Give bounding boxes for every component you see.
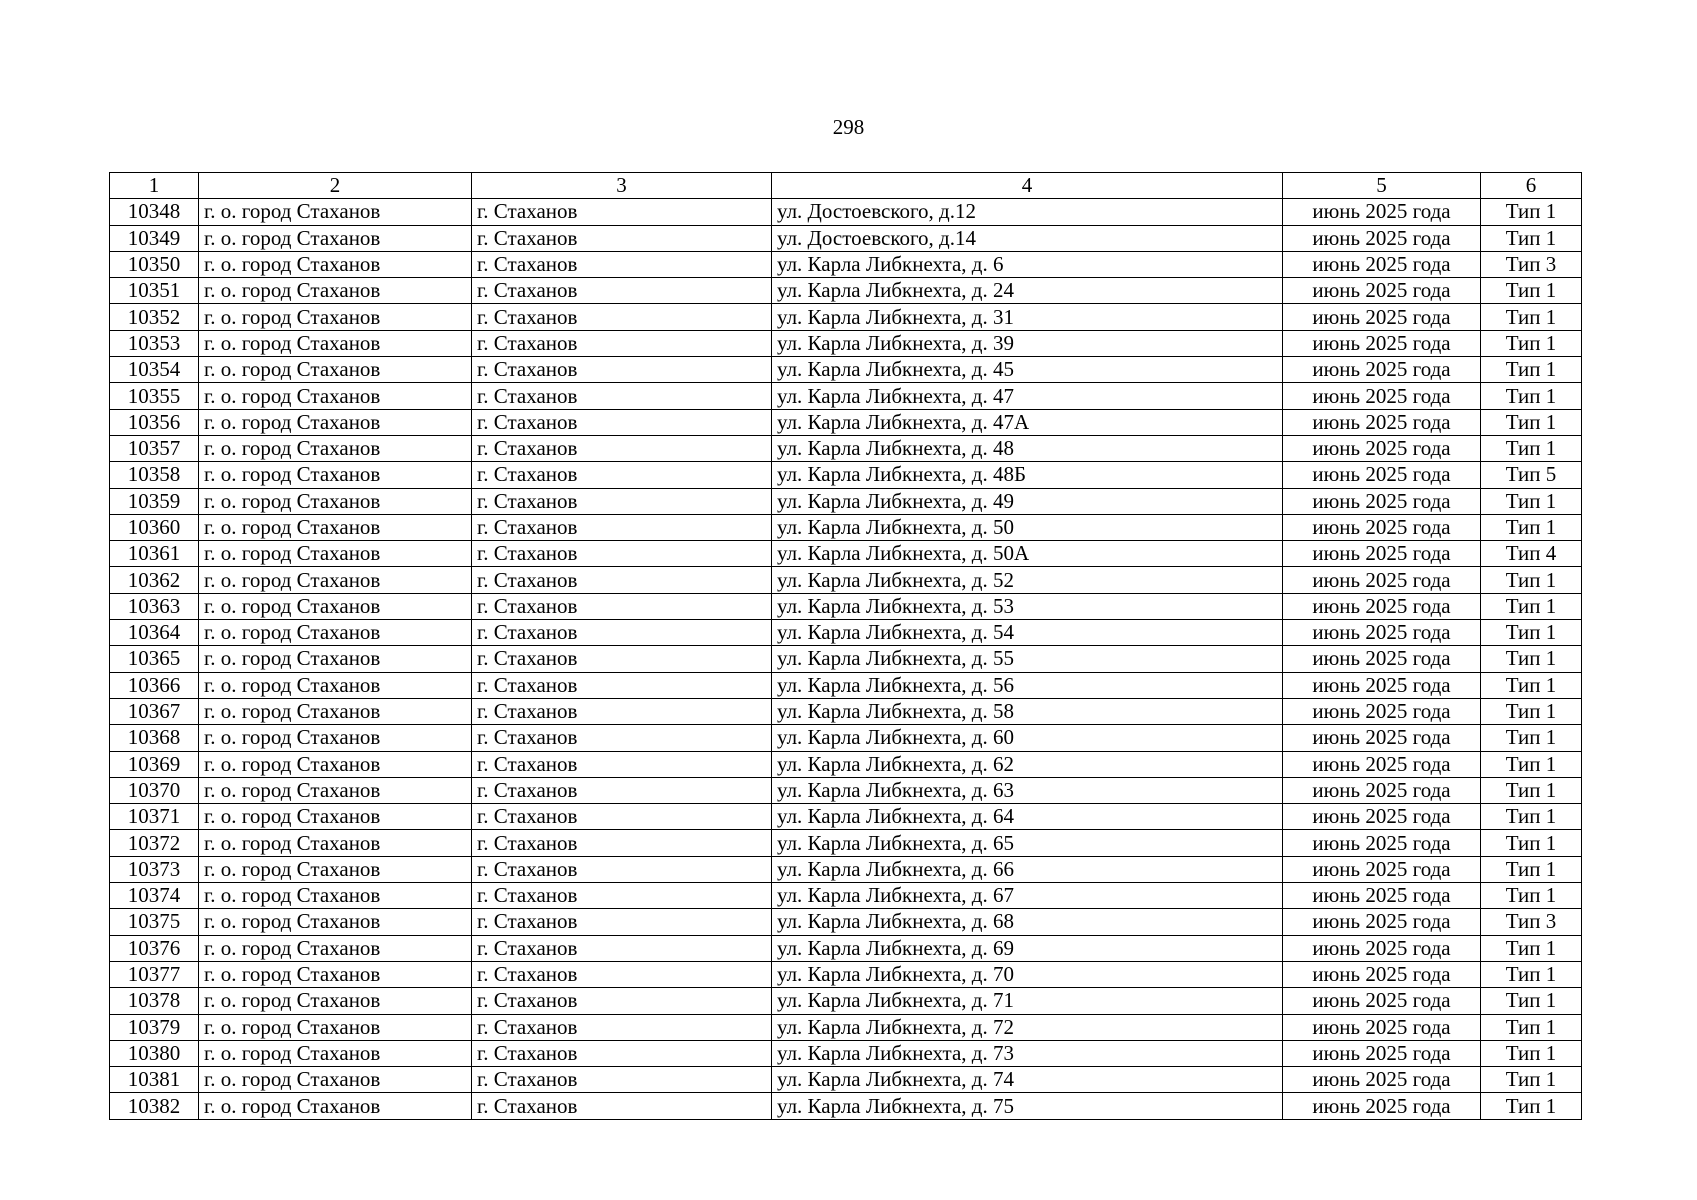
record-number-cell: 10352 bbox=[110, 304, 199, 330]
type-cell: Тип 1 bbox=[1481, 698, 1582, 724]
table-row bbox=[110, 1014, 1582, 1040]
type-cell: Тип 1 bbox=[1481, 1067, 1582, 1093]
date-cell: июнь 2025 года bbox=[1283, 383, 1481, 409]
settlement-cell: г. Стаханов bbox=[472, 961, 772, 987]
municipality-cell: г. о. город Стаханов bbox=[199, 593, 472, 619]
municipality-cell: г. о. город Стаханов bbox=[199, 777, 472, 803]
municipality-cell: г. о. город Стаханов bbox=[199, 725, 472, 751]
date-cell: июнь 2025 года bbox=[1283, 409, 1481, 435]
address-cell: ул. Карла Либкнехта, д. 47 bbox=[772, 383, 1283, 409]
table-row bbox=[110, 225, 1582, 251]
date-cell: июнь 2025 года bbox=[1283, 935, 1481, 961]
address-cell: ул. Карла Либкнехта, д. 64 bbox=[772, 804, 1283, 830]
table-row bbox=[110, 856, 1582, 882]
type-cell: Тип 1 bbox=[1481, 856, 1582, 882]
type-cell: Тип 1 bbox=[1481, 830, 1582, 856]
type-cell: Тип 1 bbox=[1481, 514, 1582, 540]
column-header: 5 bbox=[1283, 173, 1481, 199]
settlement-cell: г. Стаханов bbox=[472, 698, 772, 724]
address-cell: ул. Достоевского, д.12 bbox=[772, 199, 1283, 225]
table-header bbox=[110, 173, 1582, 199]
municipality-cell: г. о. город Стаханов bbox=[199, 909, 472, 935]
date-cell: июнь 2025 года bbox=[1283, 725, 1481, 751]
date-cell: июнь 2025 года bbox=[1283, 357, 1481, 383]
date-cell: июнь 2025 года bbox=[1283, 751, 1481, 777]
settlement-cell: г. Стаханов bbox=[472, 409, 772, 435]
type-cell: Тип 1 bbox=[1481, 777, 1582, 803]
table-row bbox=[110, 488, 1582, 514]
address-cell: ул. Карла Либкнехта, д. 56 bbox=[772, 672, 1283, 698]
municipality-cell: г. о. город Стаханов bbox=[199, 646, 472, 672]
record-number-cell: 10373 bbox=[110, 856, 199, 882]
type-cell: Тип 5 bbox=[1481, 462, 1582, 488]
municipality-cell: г. о. город Стаханов bbox=[199, 883, 472, 909]
record-number-cell: 10358 bbox=[110, 462, 199, 488]
record-number-cell: 10362 bbox=[110, 567, 199, 593]
address-cell: ул. Карла Либкнехта, д. 48Б bbox=[772, 462, 1283, 488]
settlement-cell: г. Стаханов bbox=[472, 567, 772, 593]
type-cell: Тип 1 bbox=[1481, 383, 1582, 409]
date-cell: июнь 2025 года bbox=[1283, 1040, 1481, 1066]
settlement-cell: г. Стаханов bbox=[472, 909, 772, 935]
settlement-cell: г. Стаханов bbox=[472, 593, 772, 619]
table-row bbox=[110, 961, 1582, 987]
date-cell: июнь 2025 года bbox=[1283, 1093, 1481, 1119]
type-cell: Тип 3 bbox=[1481, 251, 1582, 277]
table-row bbox=[110, 620, 1582, 646]
address-cell: ул. Карла Либкнехта, д. 62 bbox=[772, 751, 1283, 777]
record-number-cell: 10364 bbox=[110, 620, 199, 646]
address-cell: ул. Карла Либкнехта, д. 52 bbox=[772, 567, 1283, 593]
record-number-cell: 10349 bbox=[110, 225, 199, 251]
municipality-cell: г. о. город Стаханов bbox=[199, 357, 472, 383]
table-row bbox=[110, 777, 1582, 803]
record-number-cell: 10374 bbox=[110, 883, 199, 909]
address-cell: ул. Карла Либкнехта, д. 63 bbox=[772, 777, 1283, 803]
table-row bbox=[110, 251, 1582, 277]
type-cell: Тип 3 bbox=[1481, 909, 1582, 935]
address-cell: ул. Карла Либкнехта, д. 67 bbox=[772, 883, 1283, 909]
table-row bbox=[110, 1040, 1582, 1066]
record-number-cell: 10360 bbox=[110, 514, 199, 540]
address-cell: ул. Карла Либкнехта, д. 31 bbox=[772, 304, 1283, 330]
settlement-cell: г. Стаханов bbox=[472, 514, 772, 540]
record-number-cell: 10357 bbox=[110, 435, 199, 461]
type-cell: Тип 1 bbox=[1481, 593, 1582, 619]
address-cell: ул. Карла Либкнехта, д. 75 bbox=[772, 1093, 1283, 1119]
table-body bbox=[110, 199, 1582, 1119]
settlement-cell: г. Стаханов bbox=[472, 988, 772, 1014]
table-row bbox=[110, 567, 1582, 593]
address-cell: ул. Карла Либкнехта, д. 39 bbox=[772, 330, 1283, 356]
municipality-cell: г. о. город Стаханов bbox=[199, 1014, 472, 1040]
address-cell: ул. Карла Либкнехта, д. 47А bbox=[772, 409, 1283, 435]
address-cell: ул. Карла Либкнехта, д. 72 bbox=[772, 1014, 1283, 1040]
type-cell: Тип 1 bbox=[1481, 330, 1582, 356]
table-row bbox=[110, 646, 1582, 672]
type-cell: Тип 1 bbox=[1481, 409, 1582, 435]
type-cell: Тип 1 bbox=[1481, 1014, 1582, 1040]
record-number-cell: 10353 bbox=[110, 330, 199, 356]
column-header: 4 bbox=[772, 173, 1283, 199]
address-cell: ул. Карла Либкнехта, д. 65 bbox=[772, 830, 1283, 856]
address-cell: ул. Карла Либкнехта, д. 74 bbox=[772, 1067, 1283, 1093]
table-row bbox=[110, 278, 1582, 304]
table-row bbox=[110, 988, 1582, 1014]
record-number-cell: 10359 bbox=[110, 488, 199, 514]
address-cell: ул. Карла Либкнехта, д. 66 bbox=[772, 856, 1283, 882]
record-number-cell: 10372 bbox=[110, 830, 199, 856]
address-cell: ул. Карла Либкнехта, д. 68 bbox=[772, 909, 1283, 935]
record-number-cell: 10365 bbox=[110, 646, 199, 672]
type-cell: Тип 1 bbox=[1481, 357, 1582, 383]
type-cell: Тип 1 bbox=[1481, 304, 1582, 330]
settlement-cell: г. Стаханов bbox=[472, 383, 772, 409]
record-number-cell: 10376 bbox=[110, 935, 199, 961]
record-number-cell: 10348 bbox=[110, 199, 199, 225]
table-row bbox=[110, 199, 1582, 225]
address-cell: ул. Карла Либкнехта, д. 58 bbox=[772, 698, 1283, 724]
municipality-cell: г. о. город Стаханов bbox=[199, 935, 472, 961]
record-number-cell: 10355 bbox=[110, 383, 199, 409]
municipality-cell: г. о. город Стаханов bbox=[199, 199, 472, 225]
municipality-cell: г. о. город Стаханов bbox=[199, 304, 472, 330]
type-cell: Тип 1 bbox=[1481, 883, 1582, 909]
registry-table bbox=[109, 172, 1582, 1120]
record-number-cell: 10370 bbox=[110, 777, 199, 803]
settlement-cell: г. Стаханов bbox=[472, 357, 772, 383]
type-cell: Тип 1 bbox=[1481, 278, 1582, 304]
date-cell: июнь 2025 года bbox=[1283, 488, 1481, 514]
settlement-cell: г. Стаханов bbox=[472, 251, 772, 277]
record-number-cell: 10377 bbox=[110, 961, 199, 987]
record-number-cell: 10382 bbox=[110, 1093, 199, 1119]
table-row bbox=[110, 725, 1582, 751]
address-cell: ул. Карла Либкнехта, д. 53 bbox=[772, 593, 1283, 619]
municipality-cell: г. о. город Стаханов bbox=[199, 409, 472, 435]
table-row bbox=[110, 1067, 1582, 1093]
municipality-cell: г. о. город Стаханов bbox=[199, 225, 472, 251]
address-cell: ул. Карла Либкнехта, д. 49 bbox=[772, 488, 1283, 514]
date-cell: июнь 2025 года bbox=[1283, 541, 1481, 567]
table-row bbox=[110, 1093, 1582, 1119]
settlement-cell: г. Стаханов bbox=[472, 278, 772, 304]
settlement-cell: г. Стаханов bbox=[472, 304, 772, 330]
date-cell: июнь 2025 года bbox=[1283, 804, 1481, 830]
table-row bbox=[110, 357, 1582, 383]
date-cell: июнь 2025 года bbox=[1283, 883, 1481, 909]
settlement-cell: г. Стаханов bbox=[472, 883, 772, 909]
address-cell: ул. Карла Либкнехта, д. 50 bbox=[772, 514, 1283, 540]
settlement-cell: г. Стаханов bbox=[472, 462, 772, 488]
municipality-cell: г. о. город Стаханов bbox=[199, 514, 472, 540]
record-number-cell: 10378 bbox=[110, 988, 199, 1014]
address-cell: ул. Карла Либкнехта, д. 24 bbox=[772, 278, 1283, 304]
table-row bbox=[110, 672, 1582, 698]
settlement-cell: г. Стаханов bbox=[472, 1067, 772, 1093]
type-cell: Тип 1 bbox=[1481, 567, 1582, 593]
address-cell: ул. Карла Либкнехта, д. 71 bbox=[772, 988, 1283, 1014]
date-cell: июнь 2025 года bbox=[1283, 462, 1481, 488]
table-row bbox=[110, 383, 1582, 409]
settlement-cell: г. Стаханов bbox=[472, 330, 772, 356]
settlement-cell: г. Стаханов bbox=[472, 856, 772, 882]
municipality-cell: г. о. город Стаханов bbox=[199, 804, 472, 830]
municipality-cell: г. о. город Стаханов bbox=[199, 672, 472, 698]
record-number-cell: 10354 bbox=[110, 357, 199, 383]
record-number-cell: 10366 bbox=[110, 672, 199, 698]
municipality-cell: г. о. город Стаханов bbox=[199, 856, 472, 882]
municipality-cell: г. о. город Стаханов bbox=[199, 541, 472, 567]
table-row bbox=[110, 698, 1582, 724]
date-cell: июнь 2025 года bbox=[1283, 988, 1481, 1014]
address-cell: ул. Карла Либкнехта, д. 48 bbox=[772, 435, 1283, 461]
settlement-cell: г. Стаханов bbox=[472, 1014, 772, 1040]
date-cell: июнь 2025 года bbox=[1283, 199, 1481, 225]
date-cell: июнь 2025 года bbox=[1283, 698, 1481, 724]
date-cell: июнь 2025 года bbox=[1283, 961, 1481, 987]
municipality-cell: г. о. город Стаханов bbox=[199, 488, 472, 514]
address-cell: ул. Карла Либкнехта, д. 54 bbox=[772, 620, 1283, 646]
date-cell: июнь 2025 года bbox=[1283, 330, 1481, 356]
municipality-cell: г. о. город Стаханов bbox=[199, 251, 472, 277]
record-number-cell: 10368 bbox=[110, 725, 199, 751]
type-cell: Тип 1 bbox=[1481, 1040, 1582, 1066]
type-cell: Тип 1 bbox=[1481, 620, 1582, 646]
date-cell: июнь 2025 года bbox=[1283, 620, 1481, 646]
table-row bbox=[110, 304, 1582, 330]
type-cell: Тип 1 bbox=[1481, 646, 1582, 672]
address-cell: ул. Карла Либкнехта, д. 69 bbox=[772, 935, 1283, 961]
table-row bbox=[110, 935, 1582, 961]
table-row bbox=[110, 409, 1582, 435]
date-cell: июнь 2025 года bbox=[1283, 593, 1481, 619]
table-row bbox=[110, 804, 1582, 830]
record-number-cell: 10367 bbox=[110, 698, 199, 724]
municipality-cell: г. о. город Стаханов bbox=[199, 567, 472, 593]
settlement-cell: г. Стаханов bbox=[472, 225, 772, 251]
municipality-cell: г. о. город Стаханов bbox=[199, 620, 472, 646]
date-cell: июнь 2025 года bbox=[1283, 909, 1481, 935]
record-number-cell: 10361 bbox=[110, 541, 199, 567]
municipality-cell: г. о. город Стаханов bbox=[199, 383, 472, 409]
address-cell: ул. Карла Либкнехта, д. 45 bbox=[772, 357, 1283, 383]
type-cell: Тип 1 bbox=[1481, 225, 1582, 251]
date-cell: июнь 2025 года bbox=[1283, 304, 1481, 330]
settlement-cell: г. Стаханов bbox=[472, 751, 772, 777]
record-number-cell: 10363 bbox=[110, 593, 199, 619]
record-number-cell: 10375 bbox=[110, 909, 199, 935]
municipality-cell: г. о. город Стаханов bbox=[199, 961, 472, 987]
type-cell: Тип 1 bbox=[1481, 725, 1582, 751]
date-cell: июнь 2025 года bbox=[1283, 856, 1481, 882]
settlement-cell: г. Стаханов bbox=[472, 830, 772, 856]
record-number-cell: 10351 bbox=[110, 278, 199, 304]
municipality-cell: г. о. город Стаханов bbox=[199, 830, 472, 856]
type-cell: Тип 4 bbox=[1481, 541, 1582, 567]
municipality-cell: г. о. город Стаханов bbox=[199, 462, 472, 488]
date-cell: июнь 2025 года bbox=[1283, 251, 1481, 277]
municipality-cell: г. о. город Стаханов bbox=[199, 278, 472, 304]
table-row bbox=[110, 751, 1582, 777]
settlement-cell: г. Стаханов bbox=[472, 725, 772, 751]
settlement-cell: г. Стаханов bbox=[472, 435, 772, 461]
date-cell: июнь 2025 года bbox=[1283, 567, 1481, 593]
table-row bbox=[110, 330, 1582, 356]
table-row bbox=[110, 909, 1582, 935]
column-header: 2 bbox=[199, 173, 472, 199]
table-row bbox=[110, 883, 1582, 909]
municipality-cell: г. о. город Стаханов bbox=[199, 1067, 472, 1093]
municipality-cell: г. о. город Стаханов bbox=[199, 988, 472, 1014]
address-cell: ул. Достоевского, д.14 bbox=[772, 225, 1283, 251]
date-cell: июнь 2025 года bbox=[1283, 1067, 1481, 1093]
table-row bbox=[110, 514, 1582, 540]
settlement-cell: г. Стаханов bbox=[472, 1093, 772, 1119]
table-row bbox=[110, 830, 1582, 856]
settlement-cell: г. Стаханов bbox=[472, 646, 772, 672]
settlement-cell: г. Стаханов bbox=[472, 935, 772, 961]
municipality-cell: г. о. город Стаханов bbox=[199, 1040, 472, 1066]
table-row bbox=[110, 435, 1582, 461]
table-row bbox=[110, 541, 1582, 567]
type-cell: Тип 1 bbox=[1481, 1093, 1582, 1119]
date-cell: июнь 2025 года bbox=[1283, 1014, 1481, 1040]
record-number-cell: 10350 bbox=[110, 251, 199, 277]
address-cell: ул. Карла Либкнехта, д. 73 bbox=[772, 1040, 1283, 1066]
table-row bbox=[110, 462, 1582, 488]
address-cell: ул. Карла Либкнехта, д. 50А bbox=[772, 541, 1283, 567]
table-row bbox=[110, 593, 1582, 619]
column-header: 6 bbox=[1481, 173, 1582, 199]
date-cell: июнь 2025 года bbox=[1283, 514, 1481, 540]
record-number-cell: 10381 bbox=[110, 1067, 199, 1093]
address-cell: ул. Карла Либкнехта, д. 55 bbox=[772, 646, 1283, 672]
type-cell: Тип 1 bbox=[1481, 488, 1582, 514]
municipality-cell: г. о. город Стаханов bbox=[199, 1093, 472, 1119]
column-header: 1 bbox=[110, 173, 199, 199]
type-cell: Тип 1 bbox=[1481, 988, 1582, 1014]
settlement-cell: г. Стаханов bbox=[472, 1040, 772, 1066]
type-cell: Тип 1 bbox=[1481, 804, 1582, 830]
date-cell: июнь 2025 года bbox=[1283, 646, 1481, 672]
settlement-cell: г. Стаханов bbox=[472, 199, 772, 225]
date-cell: июнь 2025 года bbox=[1283, 777, 1481, 803]
settlement-cell: г. Стаханов bbox=[472, 620, 772, 646]
address-cell: ул. Карла Либкнехта, д. 60 bbox=[772, 725, 1283, 751]
page-number: 298 bbox=[832, 115, 865, 139]
type-cell: Тип 1 bbox=[1481, 672, 1582, 698]
municipality-cell: г. о. город Стаханов bbox=[199, 435, 472, 461]
type-cell: Тип 1 bbox=[1481, 961, 1582, 987]
date-cell: июнь 2025 года bbox=[1283, 278, 1481, 304]
date-cell: июнь 2025 года bbox=[1283, 830, 1481, 856]
type-cell: Тип 1 bbox=[1481, 935, 1582, 961]
type-cell: Тип 1 bbox=[1481, 199, 1582, 225]
municipality-cell: г. о. город Стаханов bbox=[199, 751, 472, 777]
record-number-cell: 10379 bbox=[110, 1014, 199, 1040]
record-number-cell: 10380 bbox=[110, 1040, 199, 1066]
record-number-cell: 10356 bbox=[110, 409, 199, 435]
type-cell: Тип 1 bbox=[1481, 435, 1582, 461]
header-row bbox=[110, 173, 1582, 199]
date-cell: июнь 2025 года bbox=[1283, 225, 1481, 251]
address-cell: ул. Карла Либкнехта, д. 70 bbox=[772, 961, 1283, 987]
municipality-cell: г. о. город Стаханов bbox=[199, 330, 472, 356]
settlement-cell: г. Стаханов bbox=[472, 672, 772, 698]
column-header: 3 bbox=[472, 173, 772, 199]
record-number-cell: 10371 bbox=[110, 804, 199, 830]
settlement-cell: г. Стаханов bbox=[472, 777, 772, 803]
type-cell: Тип 1 bbox=[1481, 751, 1582, 777]
record-number-cell: 10369 bbox=[110, 751, 199, 777]
address-cell: ул. Карла Либкнехта, д. 6 bbox=[772, 251, 1283, 277]
municipality-cell: г. о. город Стаханов bbox=[199, 698, 472, 724]
settlement-cell: г. Стаханов bbox=[472, 488, 772, 514]
settlement-cell: г. Стаханов bbox=[472, 804, 772, 830]
date-cell: июнь 2025 года bbox=[1283, 672, 1481, 698]
date-cell: июнь 2025 года bbox=[1283, 435, 1481, 461]
settlement-cell: г. Стаханов bbox=[472, 541, 772, 567]
